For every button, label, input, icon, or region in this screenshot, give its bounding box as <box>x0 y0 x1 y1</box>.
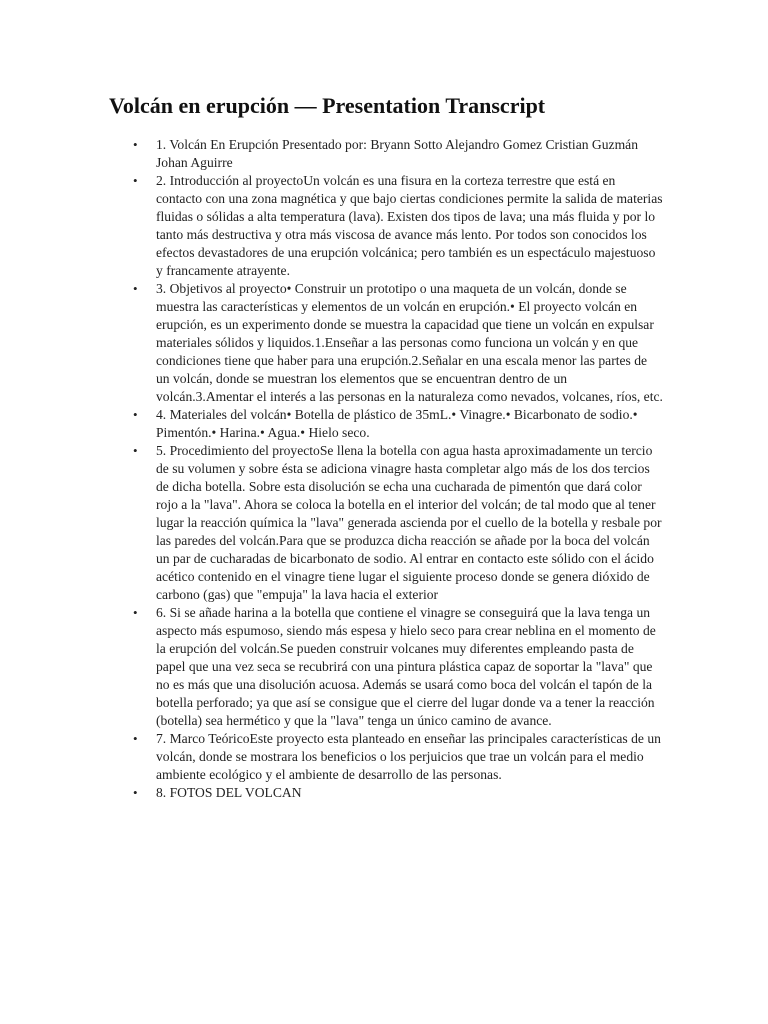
page-title: Volcán en erupción — Presentation Transcript <box>109 93 546 118</box>
list-item <box>133 442 664 604</box>
bullet-icon: • <box>133 173 138 188</box>
list-item <box>133 604 664 730</box>
bullet-icon: • <box>133 731 138 746</box>
slide-text: 3. Objetivos al proyecto• Construir un prototipo o una maqueta de un volcán, donde se muestra las características y elementos de un volcán en erupción.• El proyecto volcán en erupción, es un experimento donde se muestra la capacidad que tiene un volcán en expulsar materiales sólidos y liquidos.1.Enseñar a las personas como funciona un volcán y en que condiciones tiene que haber para una erupción.2.Señalar en una escala menor las partes de un volcán, donde se muestran los elementos que se encuentran dentro de un volcán.3.Amentar el interés a las personas en la naturaleza como nevados, volcanes, ríos, etc. <box>156 281 663 404</box>
slide-text: 7. Marco TeóricoEste proyecto esta planteado en enseñar las principales características de un volcán, donde se mostrara los beneficios o los perjuicios que trae un volcán para el medio ambiente ecológico y el ambiente de desarrollo de las personas. <box>156 731 661 782</box>
list-item <box>133 406 664 442</box>
slide-text: 1. Volcán En Erupción Presentado por: Bryann Sotto Alejandro Gomez Cristian Guzmán Johan Aguirre <box>156 137 638 170</box>
bullet-icon: • <box>133 137 138 152</box>
bullet-icon: • <box>133 785 138 800</box>
slide-list <box>133 136 664 802</box>
list-item <box>133 730 664 784</box>
bullet-icon: • <box>133 281 138 296</box>
slide-text: 6. Si se añade harina a la botella que contiene el vinagre se conseguirá que la lava tenga un aspecto más espumoso, siendo más espesa y hielo seco para crear neblina en el momento de la erupción del volcán.Se pueden construir volcanes muy diferentes empleando pasta de papel que una vez seca se recubrirá con una pintura plástica capaz de soportar la "lava" que no es más que una disolución acuosa. Además se usará como boca del volcán el tapón de la botella perforado; ya que así se consigue que el cierre del lugar donde va a tener la reacción (botella) sea hermético y que la "lava" tenga un único camino de avance. <box>156 605 656 728</box>
slide-text: 2. Introducción al proyectoUn volcán es una fisura en la corteza terrestre que está en contacto con una zona magnética y que bajo ciertas condiciones permite la salida de materias fluidas o sólidas a alta temperatura (lava). Existen dos tipos de lava; una más fluida y por lo tanto más destructiva y otra más viscosa de avance más lento. Por todos son conocidos los efectos devastadores de una erupción volcánica; pero también es un espectáculo majestuoso y francamente atrayente. <box>156 173 663 278</box>
bullet-icon: • <box>133 407 138 422</box>
list-item <box>133 280 664 406</box>
slide-text: 8. FOTOS DEL VOLCAN <box>156 785 302 800</box>
slide-text: 4. Materiales del volcán• Botella de plástico de 35mL.• Vinagre.• Bicarbonato de sodio.• Pimentón.• Harina.• Agua.• Hielo seco. <box>156 407 638 440</box>
list-item <box>133 784 664 802</box>
slide-text: 5. Procedimiento del proyectoSe llena la botella con agua hasta aproximadamente un tercio de su volumen y sobre ésta se adiciona vinagre hasta completar algo más de los dos tercios de dicha botella. Sobre esta disolución se echa una cucharada de pimentón que dará color rojo a la "lava". Ahora se coloca la botella en el interior del volcán; de tal modo que al tener lugar la reacción química la "lava" generada ascienda por el cuello de la botella y resbale por las paredes del volcán.Para que se produzca dicha reacción se añade por la boca del volcán un par de cucharadas de bicarbonato de sodio. Al entrar en contacto este sólido con el ácido acético contenido en el vinagre tiene lugar el siguiente proceso donde se genera dióxido de carbono (gas) que "empuja" la lava hacia el exterior <box>156 443 662 602</box>
list-item <box>133 136 664 172</box>
bullet-icon: • <box>133 443 138 458</box>
list-item <box>133 172 664 280</box>
bullet-icon: • <box>133 605 138 620</box>
